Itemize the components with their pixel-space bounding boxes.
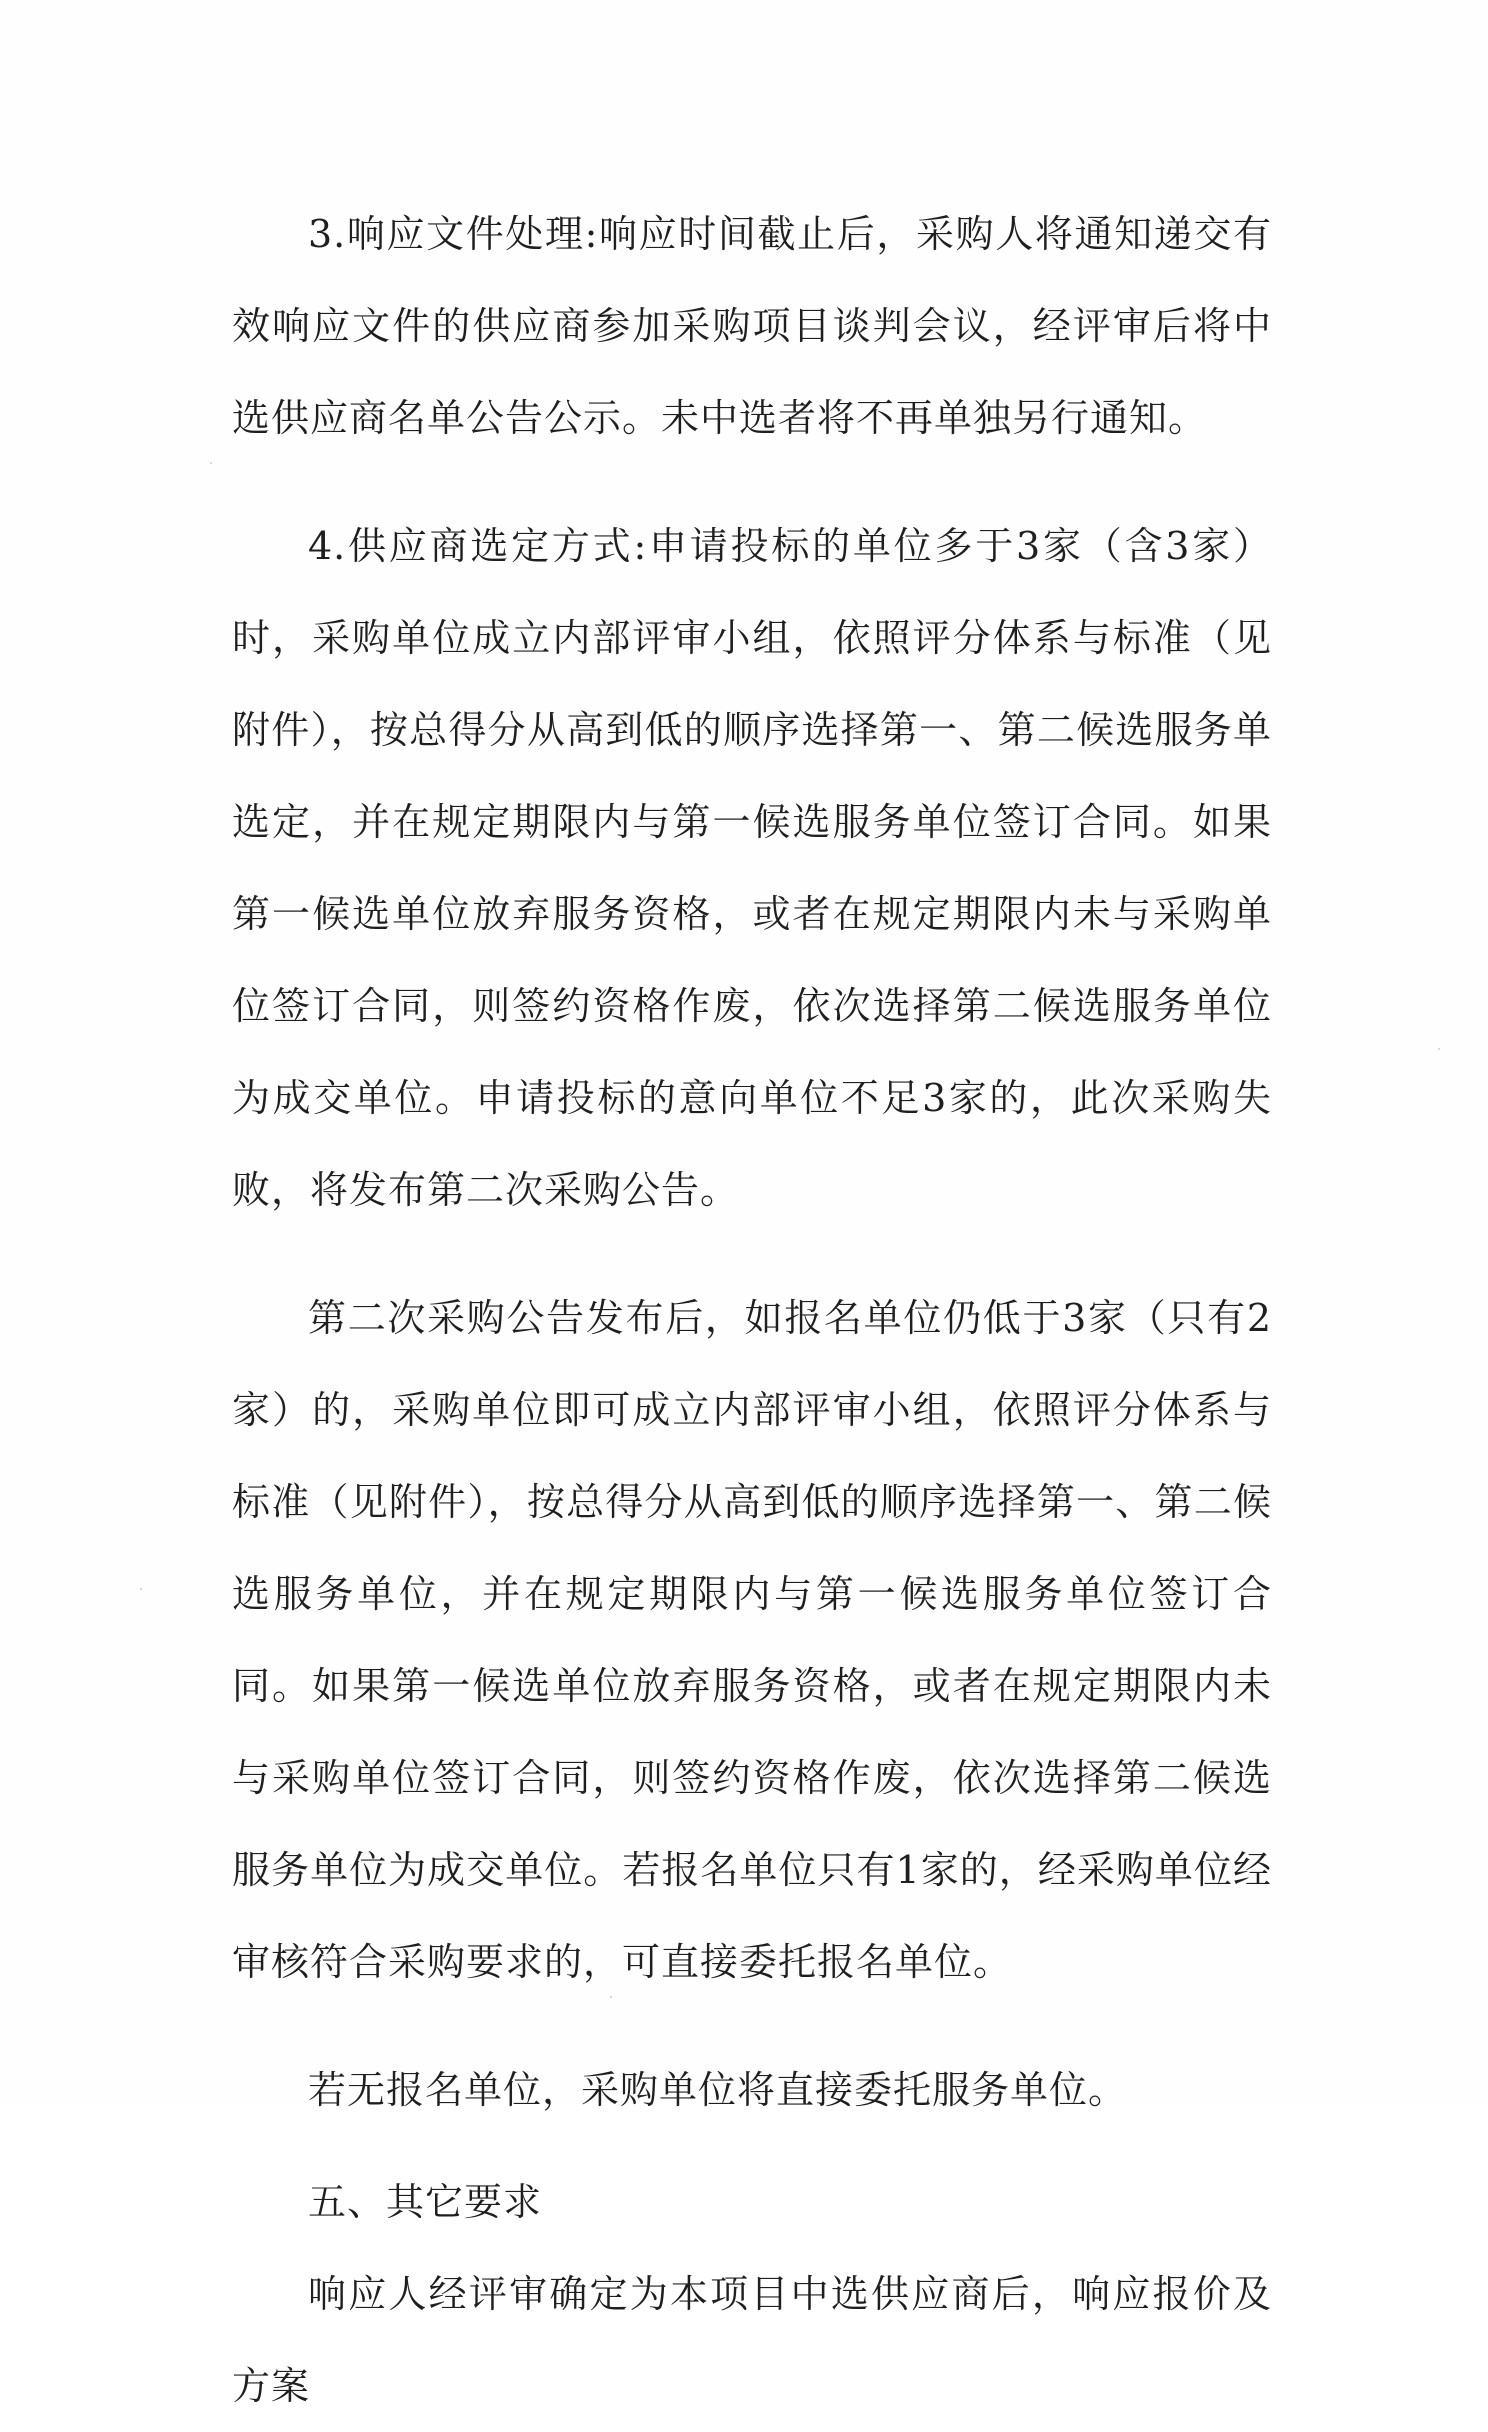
paragraph-final: 响应人经评审确定为本项目中选供应商后，响应报价及方案 — [232, 2272, 1272, 2408]
scan-speck — [210, 462, 212, 464]
scan-speck — [1438, 1048, 1440, 1050]
scan-speck — [610, 1996, 612, 1998]
document-body — [232, 188, 1272, 2432]
paragraph-response-handling: 3.响应文件处理:响应时间截止后，采购人将通知递交有效响应文件的供应商参加采购项目谈判会议，经评审后将中选供应商名单公告公示。未中选者将不再单独另行通知。 — [232, 212, 1272, 440]
paragraph-no-registrant: 若无报名单位，采购单位将直接委托服务单位。 — [308, 2068, 1128, 2112]
scan-speck — [140, 1588, 142, 1590]
paragraph-second-announcement: 第二次采购公告发布后，如报名单位仍低于3家（只有2家）的，采购单位即可成立内部评审小组，依照评分体系与标准（见附件），按总得分从高到低的顺序选择第一、第二候选服务单位，并在规定期限内与第一候选服务单位签订合同。如果第一候选单位放弃服务资格，或者在规定期限内未与采购单位签订合同，则签约资格作废，依次选择第二候选服务单位为成交单位。若报名单位只有1家的，经采购单位经审核符合采购要求的，可直接委托报名单位。 — [232, 1296, 1272, 1984]
section-heading-other-requirements: 五、其它要求 — [308, 2180, 543, 2224]
paragraph-supplier-selection: 4.供应商选定方式:申请投标的单位多于3家（含3家）时，采购单位成立内部评审小组，依照评分体系与标准（见附件），按总得分从高到低的顺序选择第一、第二候选服务单选定，并在规定期限内与第一候选服务单位签订合同。如果第一候选单位放弃服务资格，或者在规定期限内未与采购单位签订合同，则签约资格作废，依次选择第二候选服务单位为成交单位。申请投标的意向单位不足3家的，此次采购失败，将发布第二次采购公告。 — [232, 524, 1272, 1212]
